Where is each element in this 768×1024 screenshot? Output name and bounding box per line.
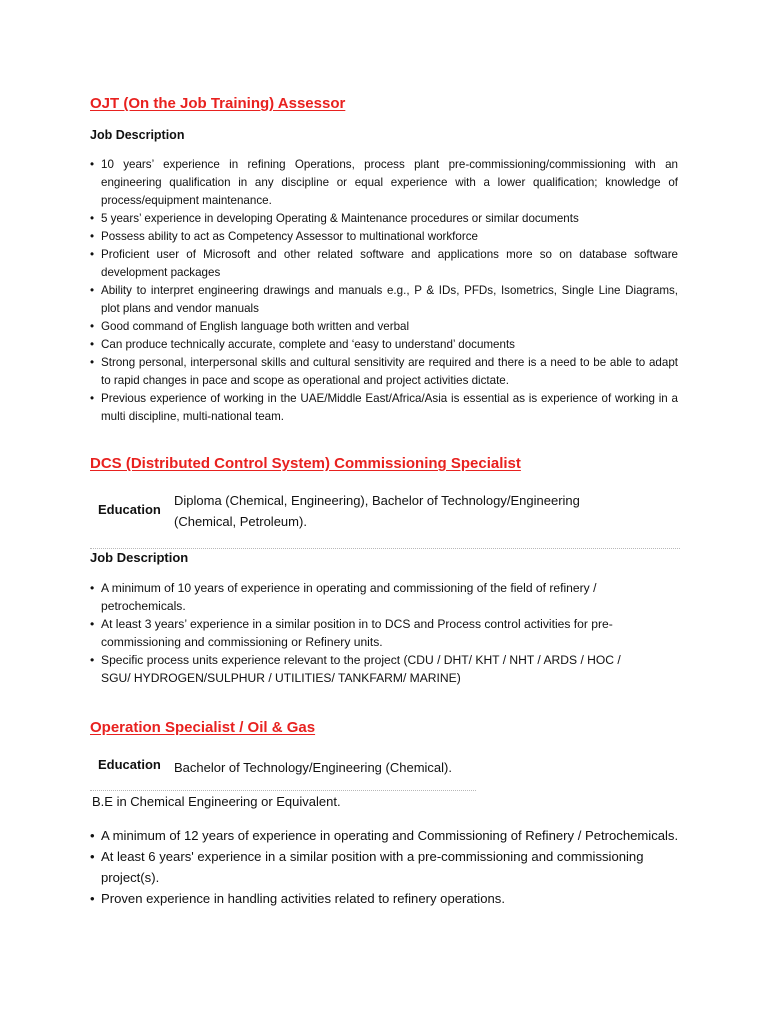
bullet-icon: • xyxy=(90,338,95,351)
ops-education-label: Education xyxy=(98,757,161,772)
ojt-assessor-heading: OJT (On the Job Training) Assessor xyxy=(90,95,346,112)
bullet-icon: • xyxy=(90,828,95,843)
bullet-icon: • xyxy=(90,356,95,369)
list-item: • Specific process units experience relevant to the project (CDU / DHT/ KHT / NHT / ARDS / HOC / SGU/ HYDROGEN/SULPHUR / UTILITIES/ TANKFARM/ MARINE) xyxy=(90,653,621,685)
dcs-bullet-list xyxy=(90,579,650,687)
bullet-icon: • xyxy=(90,320,95,333)
bullet-icon: • xyxy=(90,158,95,171)
bullet-icon: • xyxy=(90,653,95,667)
list-item: • At least 6 years' experience in a similar position with a pre-commissioning and commissioning project(s). xyxy=(90,846,690,888)
list-item: • A minimum of 10 years of experience in operating and commissioning of the field of refinery / petrochemicals. xyxy=(90,581,597,613)
list-item: • Can produce technically accurate, complete and ‘easy to understand’ documents xyxy=(90,336,678,354)
list-item: • 10 years’ experience in refining Operations, process plant pre-commissioning/commissioning with an engineering qualification in any discipline or equal experience with a lower qualification; knowledge of process/equipment maintenance. xyxy=(90,158,678,207)
bullet-icon: • xyxy=(90,284,95,297)
list-item: • Strong personal, interpersonal skills and cultural sensitivity are required and there is a need to be able to adapt to rapid changes in pace and scope as operational and project activities dictate. xyxy=(90,356,678,387)
bullet-icon: • xyxy=(90,230,95,243)
list-item: • Proficient user of Microsoft and other related software and applications more so on database software development packages xyxy=(90,248,678,279)
list-item: • Previous experience of working in the UAE/Middle East/Africa/Asia is essential as is experience of working in a multi discipline, multi-national team. xyxy=(90,392,678,423)
dcs-education-row xyxy=(98,490,634,532)
dcs-education-value: Diploma (Chemical, Engineering), Bachelor of Technology/Engineering (Chemical, Petroleum). xyxy=(174,493,580,529)
operation-specialist-heading: Operation Specialist / Oil & Gas xyxy=(90,719,316,736)
bullet-icon: • xyxy=(90,617,95,631)
ops-education-row xyxy=(98,757,634,778)
dcs-education-label: Education xyxy=(98,502,161,517)
ojt-bullet-list xyxy=(90,156,678,426)
bullet-icon: • xyxy=(90,581,95,595)
dcs-specialist-heading: DCS (Distributed Control System) Commissioning Specialist xyxy=(90,455,521,472)
ops-bullet-list xyxy=(90,825,690,909)
ops-divider xyxy=(90,790,476,791)
dcs-job-description-label: Job Description xyxy=(90,550,189,565)
list-item: • A minimum of 12 years of experience in operating and Commissioning of Refinery / Petrochemicals. xyxy=(90,825,690,846)
list-item: • Proven experience in handling activities related to refinery operations. xyxy=(90,888,690,909)
list-item: • Ability to interpret engineering drawings and manuals e.g., P & IDs, PFDs, Isometrics, Single Line Diagrams, plot plans and vendor manuals xyxy=(90,284,678,315)
ops-qualification-text: B.E in Chemical Engineering or Equivalent. xyxy=(92,794,341,809)
list-item: • 5 years’ experience in developing Operating & Maintenance procedures or similar documents xyxy=(90,210,678,228)
bullet-icon: • xyxy=(90,248,95,261)
bullet-icon: • xyxy=(90,891,95,906)
list-item: • Possess ability to act as Competency Assessor to multinational workforce xyxy=(90,228,678,246)
bullet-icon: • xyxy=(90,212,95,225)
bullet-icon: • xyxy=(90,392,95,405)
dcs-divider xyxy=(90,548,680,549)
list-item: • At least 3 years’ experience in a similar position in to DCS and Process control activities for pre-commissioning and commissioning or Refinery units. xyxy=(90,617,613,649)
ojt-job-description-label: Job Description xyxy=(90,128,185,142)
ops-education-value: Bachelor of Technology/Engineering (Chemical). xyxy=(174,760,452,775)
bullet-icon: • xyxy=(90,849,95,864)
list-item: • Good command of English language both written and verbal xyxy=(90,318,678,336)
